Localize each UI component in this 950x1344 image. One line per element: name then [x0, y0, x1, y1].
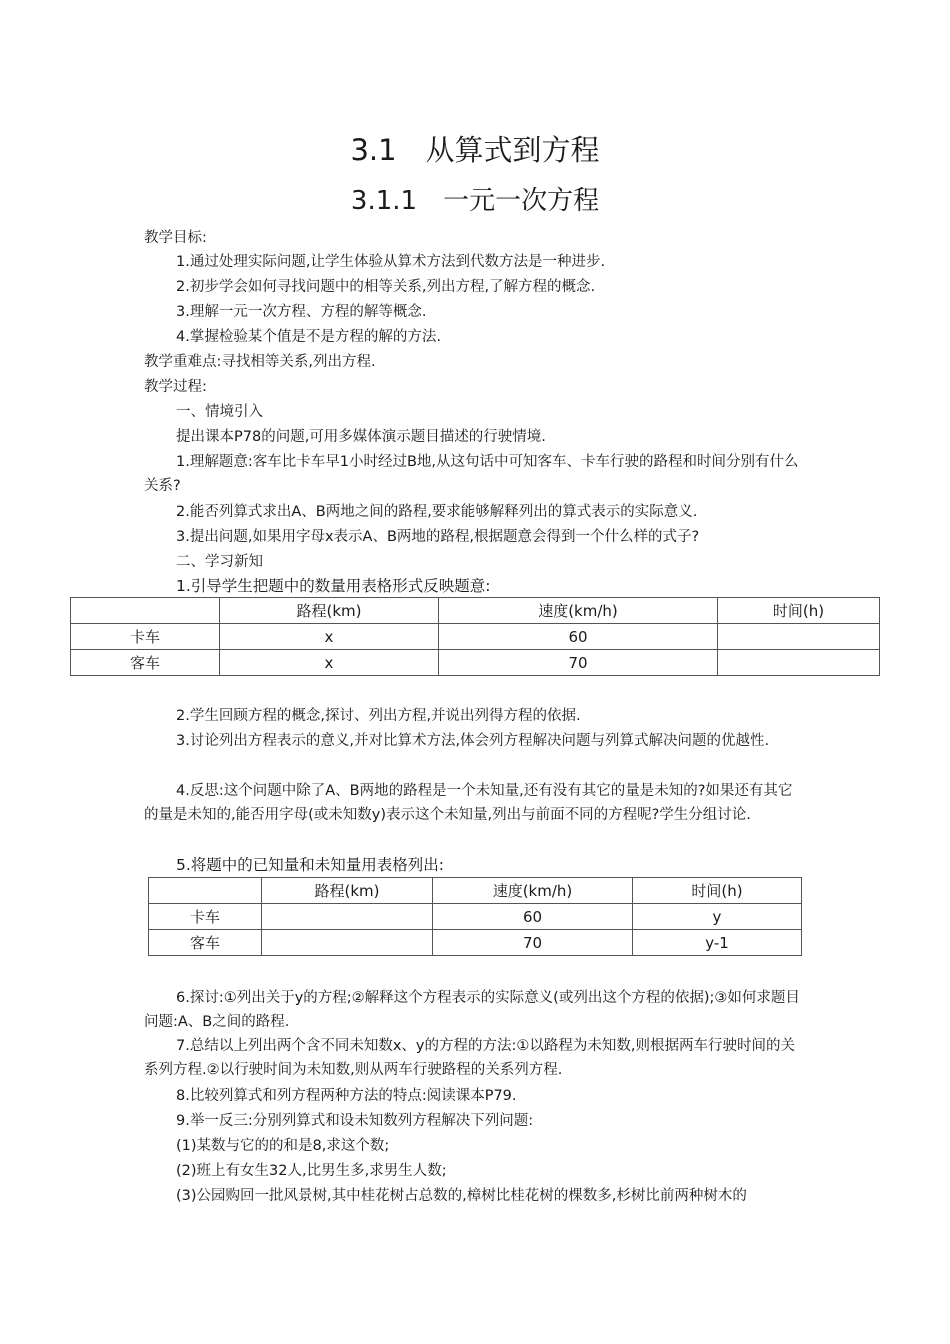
- step-6: 6.探讨:①列出关于y的方程;②解释这个方程表示的实际意义(或列出这个方程的依据);③如何求题目问题:A、B之间的路程.: [144, 990, 800, 1030]
- table-cell: 60: [439, 624, 718, 650]
- table-cell: 速度(km/h): [433, 878, 633, 904]
- page-subtitle: 3.1.1 一元一次方程: [350, 186, 600, 216]
- goals-heading: 教学目标:: [144, 230, 207, 246]
- goal-item: 2.初步学会如何寻找问题中的相等关系,列出方程,了解方程的概念.: [176, 279, 596, 295]
- question-2: 2.能否列算式求出A、B两地之间的路程,要求能够解释列出的算式表示的实际意义.: [176, 504, 698, 520]
- section-heading: 一、情境引入: [176, 404, 263, 420]
- table-cell: 70: [433, 930, 633, 956]
- problem-3: (3)公园购回一批风景树,其中桂花树占总数的,樟树比桂花树的棵数多,杉树比前两种树木的: [176, 1188, 747, 1204]
- table-row: [71, 624, 880, 650]
- table-header-row: [149, 878, 802, 904]
- data-table-1: [70, 597, 880, 676]
- table-cell: 60: [433, 904, 633, 930]
- goal-item: 3.理解一元一次方程、方程的解等概念.: [176, 304, 427, 320]
- table-cell: 客车: [149, 930, 262, 956]
- table-row: [71, 650, 880, 676]
- step-2: 2.学生回顾方程的概念,探讨、列出方程,并说出列得方程的依据.: [176, 708, 581, 724]
- table-cell: [262, 904, 433, 930]
- table-cell: 客车: [71, 650, 220, 676]
- table-cell: 时间(h): [718, 598, 880, 624]
- step-3: 3.讨论列出方程表示的意义,并对比算术方法,体会列方程解决问题与列算式解决问题的优越性.: [176, 733, 770, 749]
- question-1: 1.理解题意:客车比卡车早1小时经过B地,从这句话中可知客车、卡车行驶的路程和时间分别有什么关系?: [144, 454, 799, 494]
- table-cell: [71, 598, 220, 624]
- problem-1: (1)某数与它的的和是8,求这个数;: [176, 1138, 390, 1154]
- step-4: 4.反思:这个问题中除了A、B两地的路程是一个未知量,还有没有其它的量是未知的?如果还有其它的量是未知的,能否用字母(或未知数y)表示这个未知量,列出与前面不同的方程呢?学生分组讨论.: [144, 783, 793, 823]
- table-cell: y-1: [633, 930, 802, 956]
- table-row: [149, 930, 802, 956]
- table-cell: x: [220, 650, 439, 676]
- step-1: 1.引导学生把题中的数量用表格形式反映题意:: [176, 577, 491, 595]
- table-cell: 卡车: [149, 904, 262, 930]
- step-5: 5.将题中的已知量和未知量用表格列出:: [176, 856, 445, 874]
- question-3: 3.提出问题,如果用字母x表示A、B两地的路程,根据题意会得到一个什么样的式子?: [176, 529, 700, 545]
- table-row: [149, 904, 802, 930]
- table-cell: [149, 878, 262, 904]
- table-cell: 时间(h): [633, 878, 802, 904]
- step-8: 8.比较列算式和列方程两种方法的特点:阅读课本P79.: [176, 1088, 517, 1104]
- section-heading: 二、学习新知: [176, 554, 263, 570]
- step-9: 9.举一反三:分别列算式和设未知数列方程解决下列问题:: [176, 1113, 534, 1129]
- goal-item: 1.通过处理实际问题,让学生体验从算术方法到代数方法是一种进步.: [176, 254, 606, 270]
- table-cell: [718, 650, 880, 676]
- table-cell: 路程(km): [220, 598, 439, 624]
- table-cell: 70: [439, 650, 718, 676]
- step-7: 7.总结以上列出两个含不同未知数x、y的方程的方法:①以路程为未知数,则根据两车行驶时间的关系列方程.②以行驶时间为未知数,则从两车行驶路程的关系列方程.: [144, 1038, 795, 1078]
- table-cell: y: [633, 904, 802, 930]
- table-header-row: [71, 598, 880, 624]
- table-cell: x: [220, 624, 439, 650]
- problem-2: (2)班上有女生32人,比男生多,求男生人数;: [176, 1163, 447, 1179]
- table-cell: 路程(km): [262, 878, 433, 904]
- intro-text: 提出课本P78的问题,可用多媒体演示题目描述的行驶情境.: [176, 429, 546, 445]
- table-cell: [718, 624, 880, 650]
- key-points: 教学重难点:寻找相等关系,列出方程.: [144, 354, 376, 370]
- process-heading: 教学过程:: [144, 379, 207, 395]
- table-cell: [262, 930, 433, 956]
- data-table-2: [148, 877, 802, 956]
- table-cell: 速度(km/h): [439, 598, 718, 624]
- table-cell: 卡车: [71, 624, 220, 650]
- page-title: 3.1 从算式到方程: [350, 133, 600, 167]
- goal-item: 4.掌握检验某个值是不是方程的解的方法.: [176, 329, 441, 345]
